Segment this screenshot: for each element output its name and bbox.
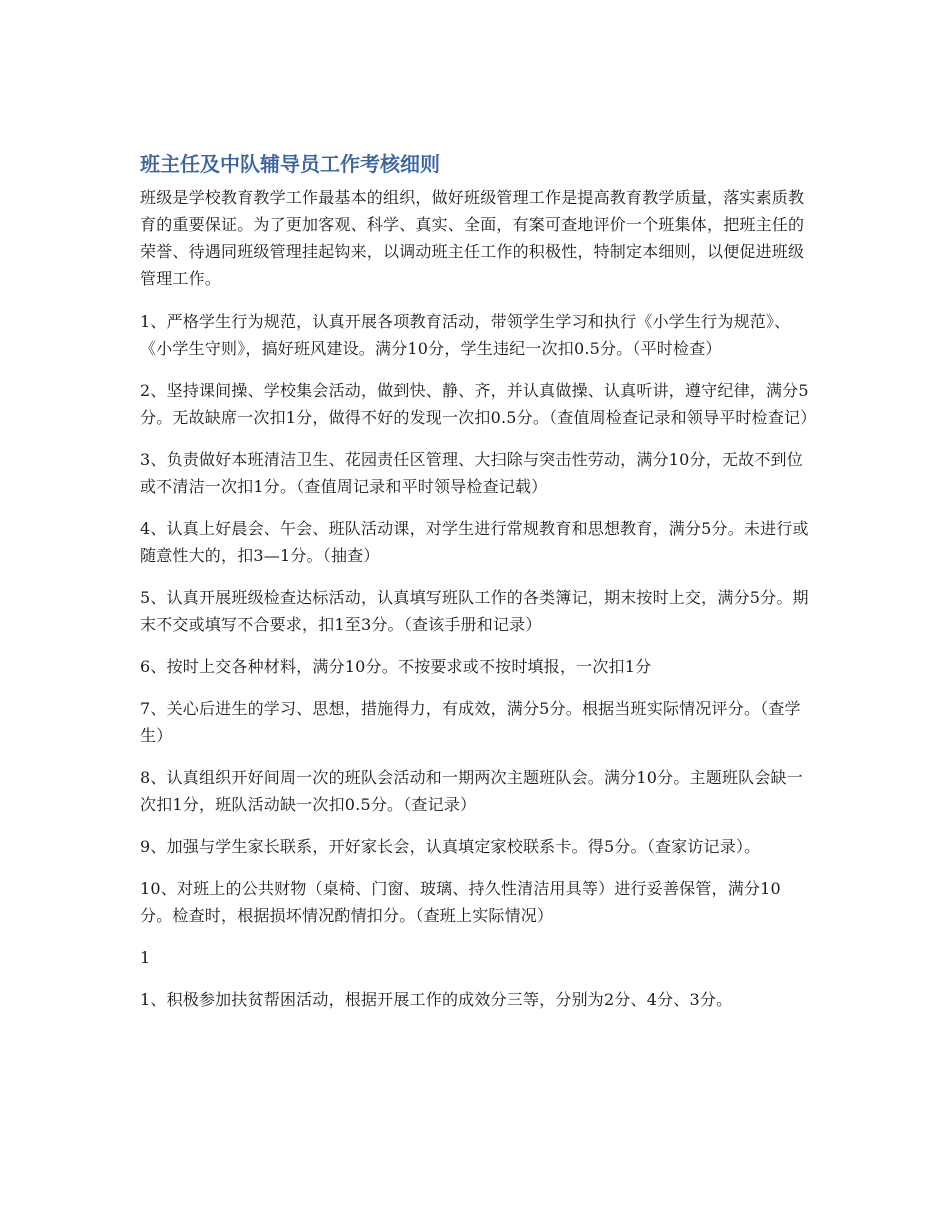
rule-item-3: 3、负责做好本班清洁卫生、花园责任区管理、大扫除与突击性劳动，满分10分，无故不到位或不清洁一次扣1分。（查值周记录和平时领导检查记载）	[140, 450, 803, 496]
rule-item-8: 8、认真组织开好间周一次的班队会活动和一期两次主题班队会。满分10分。主题班队会缺一次扣1分，班队活动缺一次扣0.5分。（查记录）	[140, 768, 803, 814]
rule-item-7: 7、关心后进生的学习、思想，措施得力，有成效，满分5分。根据当班实际情况评分。（查学生）	[140, 699, 801, 745]
rule-item-9: 9、加强与学生家长联系，开好家长会，认真填定家校联系卡。得5分。（查家访记录）。	[140, 837, 761, 856]
rule-item-5: 5、认真开展班级检查达标活动，认真填写班队工作的各类簿记，期末按时上交，满分5分。期末不交或填写不合要求，扣1至3分。（查该手册和记录）	[140, 588, 809, 634]
rule-item-10: 10、对班上的公共财物（桌椅、门窗、玻璃、持久性清洁用具等）进行妥善保管，满分10分。检查时，根据损坏情况酌情扣分。（查班上实际情况）	[140, 879, 781, 925]
intro-paragraph: 班级是学校教育教学工作最基本的组织，做好班级管理工作是提高教育教学质量，落实素质教育的重要保证。为了更加客观、科学、真实、全面，有案可查地评价一个班集体，把班主任的荣誉、待遇同班级管理挂起钩来，以调动班主任工作的积极性，特制定本细则，以便促进班级管理工作。	[140, 188, 805, 288]
rule-item-6: 6、按时上交各种材料，满分10分。不按要求或不按时填报，一次扣1分	[140, 657, 652, 676]
rule-item-extra-1: 1、积极参加扶贫帮困活动，根据开展工作的成效分三等，分别为2分、4分、3分。	[140, 990, 733, 1009]
rule-item-4: 4、认真上好晨会、午会、班队活动课，对学生进行常规教育和思想教育，满分5分。未进行或随意性大的，扣3—1分。（抽查）	[140, 519, 809, 565]
rule-item-1: 1、严格学生行为规范，认真开展各项教育活动，带领学生学习和执行《小学生行为规范》、《小学生守则》，搞好班风建设。满分10分，学生违纪一次扣0.5分。（平时检查）	[140, 312, 791, 358]
page-number: 1	[140, 948, 151, 967]
document-page	[140, 148, 817, 1028]
rule-item-2: 2、坚持课间操、学校集会活动，做到快、静、齐，并认真做操、认真听讲，遵守纪律，满分5分。无故缺席一次扣1分，做得不好的发现一次扣0.5分。（查值周检查记录和领导平时检查记）	[140, 381, 817, 427]
document-title: 班主任及中队辅导员工作考核细则	[140, 152, 440, 176]
